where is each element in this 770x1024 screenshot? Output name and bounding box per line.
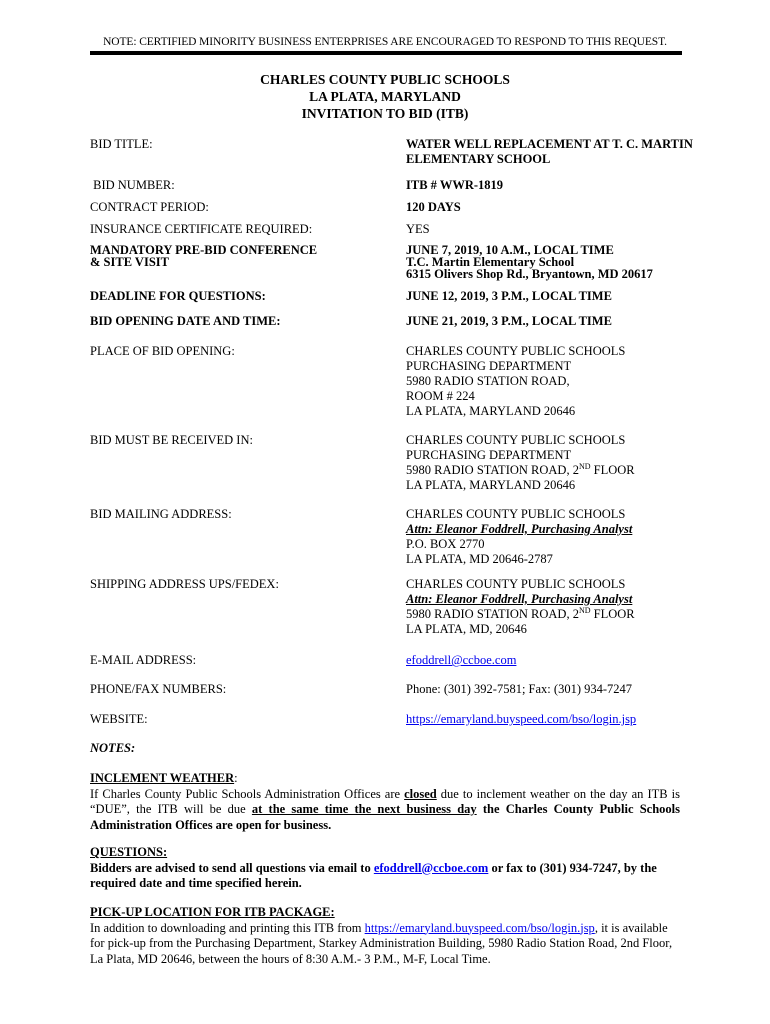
attention-line: Attn: Eleanor Foddrell, Purchasing Analyst bbox=[406, 592, 633, 606]
prebid-label-line: MANDATORY PRE-BID CONFERENCE bbox=[90, 243, 318, 257]
bid-title-line: WATER WELL REPLACEMENT AT T. C. MARTIN bbox=[406, 137, 693, 151]
mailing-value bbox=[406, 507, 632, 567]
bid-title-value bbox=[406, 137, 693, 167]
place-label: PLACE OF BID OPENING: bbox=[90, 344, 235, 358]
address-line: 5980 RADIO STATION ROAD, 2ND FLOOR bbox=[406, 461, 635, 477]
insurance-label: INSURANCE CERTIFICATE REQUIRED: bbox=[90, 222, 313, 236]
address-line: P.O. BOX 2770 bbox=[406, 537, 485, 551]
prebid-location: T.C. Martin Elementary School bbox=[406, 255, 575, 269]
header-rule bbox=[90, 51, 682, 55]
mbe-note: NOTE: CERTIFIED MINORITY BUSINESS ENTERPRISES ARE ENCOURAGED TO RESPOND TO THIS REQUEST. bbox=[103, 36, 667, 48]
opening-label: BID OPENING DATE AND TIME: bbox=[90, 314, 281, 328]
address-line: CHARLES COUNTY PUBLIC SCHOOLS bbox=[406, 577, 626, 591]
opening-value: JUNE 21, 2019, 3 P.M., LOCAL TIME bbox=[406, 314, 612, 328]
bid-number-value: ITB # WWR-1819 bbox=[406, 178, 504, 192]
mailing-label: BID MAILING ADDRESS: bbox=[90, 507, 232, 521]
questions-email-link[interactable]: efoddrell@ccboe.com bbox=[373, 860, 489, 875]
phone-label: PHONE/FAX NUMBERS: bbox=[90, 682, 227, 696]
received-value bbox=[406, 433, 635, 493]
address-line: LA PLATA, MD 20646-2787 bbox=[406, 552, 553, 566]
email-label: E-MAIL ADDRESS: bbox=[90, 653, 197, 667]
inclement-weather-heading: INCLEMENT WEATHER bbox=[90, 771, 235, 785]
bid-title-line: ELEMENTARY SCHOOL bbox=[406, 152, 551, 166]
phone-value: Phone: (301) 392-7581; Fax: (301) 934-7247 bbox=[406, 682, 633, 696]
address-line: CHARLES COUNTY PUBLIC SCHOOLS bbox=[406, 344, 626, 358]
closed-emphasis: closed bbox=[404, 786, 437, 801]
org-name: CHARLES COUNTY PUBLIC SCHOOLS bbox=[260, 72, 510, 87]
insurance-value: YES bbox=[406, 222, 430, 236]
address-line: 5980 RADIO STATION ROAD, bbox=[406, 374, 570, 388]
address-line: ROOM # 224 bbox=[406, 389, 475, 403]
shipping-value bbox=[406, 577, 635, 637]
pickup-note: PICK-UP LOCATION FOR ITB PACKAGE: In addition to downloading and printing this ITB from https://emaryland.buyspeed.com/bso/login.jsp, it is available for pick-up from the Purchasing Department, Starkey Administration Building, 5980 Radio Station Road, 2nd Floor, La Plata, MD 20646, between the hours of 8:30 A.M.- 3 P.M., M-F, Local Time. bbox=[90, 905, 673, 966]
prebid-label bbox=[90, 244, 317, 268]
notes-heading: NOTES: bbox=[90, 741, 136, 755]
address-line: CHARLES COUNTY PUBLIC SCHOOLS bbox=[406, 433, 626, 447]
address-line: LA PLATA, MARYLAND 20646 bbox=[406, 404, 576, 418]
attention-line: Attn: Eleanor Foddrell, Purchasing Analyst bbox=[406, 522, 633, 536]
contract-period-value: 120 DAYS bbox=[406, 200, 461, 214]
bid-title-label: BID TITLE: bbox=[90, 137, 153, 151]
prebid-value bbox=[406, 244, 653, 280]
pickup-heading: PICK-UP LOCATION FOR ITB PACKAGE: bbox=[90, 905, 335, 919]
address-line: LA PLATA, MD, 20646 bbox=[406, 622, 527, 636]
pickup-website-link[interactable]: https://emaryland.buyspeed.com/bso/login.jsp bbox=[364, 920, 595, 935]
address-line: PURCHASING DEPARTMENT bbox=[406, 448, 572, 462]
inclement-weather-note: INCLEMENT WEATHER: If Charles County Public Schools Administration Offices are closed due to inclement weather on the day an ITB is “DUE”, the ITB will be due at the same time the next business day the Charles County Public Schools Administration Offices are open for business. bbox=[90, 771, 680, 832]
address-line: 5980 RADIO STATION ROAD, 2ND FLOOR bbox=[406, 605, 635, 621]
prebid-date: JUNE 7, 2019, 10 A.M., LOCAL TIME bbox=[406, 243, 614, 257]
received-label: BID MUST BE RECEIVED IN: bbox=[90, 433, 253, 447]
place-value bbox=[406, 344, 625, 419]
document-title: INVITATION TO BID (ITB) bbox=[301, 106, 469, 121]
address-line: PURCHASING DEPARTMENT bbox=[406, 359, 572, 373]
prebid-label-line: & SITE VISIT bbox=[90, 255, 169, 269]
website-label: WEBSITE: bbox=[90, 712, 148, 726]
deadline-value: JUNE 12, 2019, 3 P.M., LOCAL TIME bbox=[406, 289, 612, 303]
website-link[interactable]: https://emaryland.buyspeed.com/bso/login.jsp bbox=[406, 712, 637, 726]
contract-period-label: CONTRACT PERIOD: bbox=[90, 200, 209, 214]
address-line: LA PLATA, MARYLAND 20646 bbox=[406, 478, 576, 492]
bid-number-label: BID NUMBER: bbox=[90, 178, 175, 192]
address-line: CHARLES COUNTY PUBLIC SCHOOLS bbox=[406, 507, 626, 521]
org-location: LA PLATA, MARYLAND bbox=[309, 89, 461, 104]
deadline-label: DEADLINE FOR QUESTIONS: bbox=[90, 289, 266, 303]
same-time-emphasis: at the same time the next business day bbox=[251, 802, 477, 816]
questions-note: QUESTIONS: Bidders are advised to send all questions via email to efoddrell@ccboe.com or fax to (301) 934-7247, by the required date and time specified herein. bbox=[90, 845, 657, 890]
questions-heading: QUESTIONS: bbox=[90, 845, 168, 859]
shipping-label: SHIPPING ADDRESS UPS/FEDEX: bbox=[90, 577, 279, 591]
prebid-address: 6315 Olivers Shop Rd., Bryantown, MD 20617 bbox=[406, 267, 653, 281]
email-link[interactable]: efoddrell@ccboe.com bbox=[406, 653, 517, 667]
